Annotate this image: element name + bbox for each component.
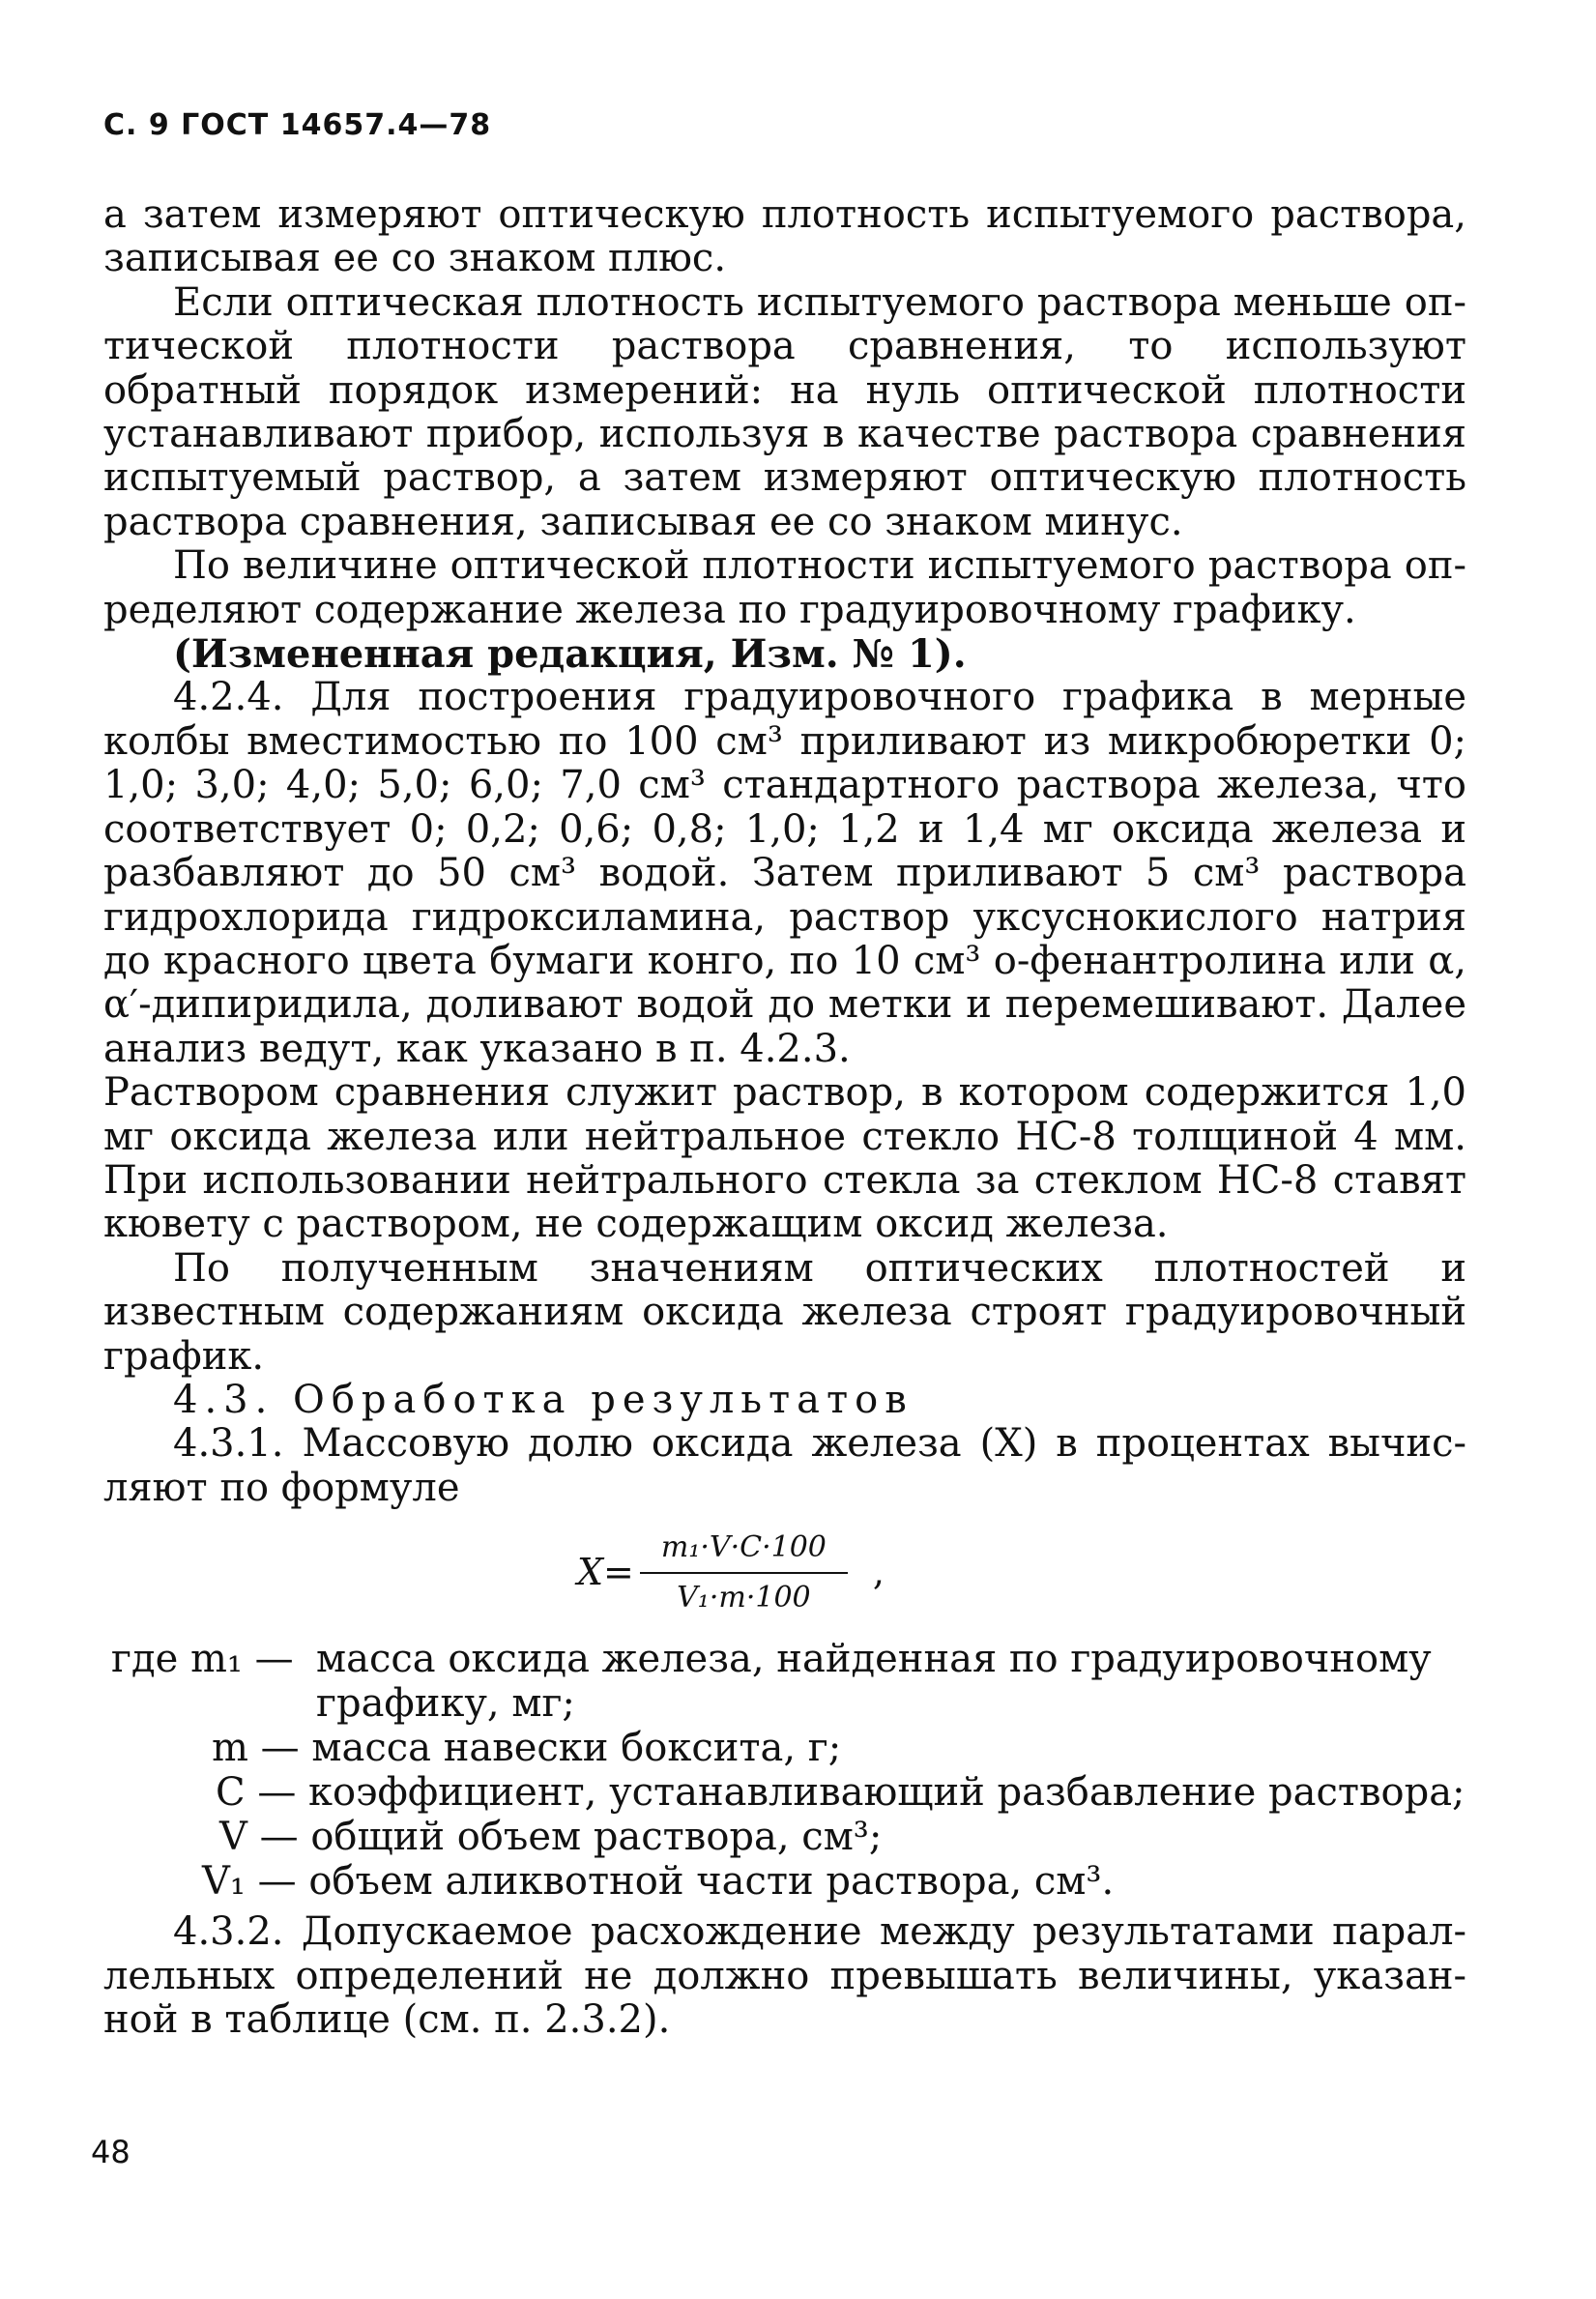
paragraph: Если оптическая плотность испытуемого раствора меньше оптической плотности раствора сравнения, то используют обратный порядок измерений: на нуль оптической плотности устанавливают прибор, используя в качестве раствора сравнения испытуемый раствор, а затем измеряют оптическую плотность раствора сравнения, записывая ее со знаком минус. — [103, 279, 1466, 544]
legend-v: V — общий объем раствора, см³; — [219, 1815, 883, 1860]
page-number: 48 — [91, 2134, 131, 2170]
formula-lhs: X= — [577, 1550, 634, 1593]
formula-legend — [103, 1638, 1466, 1961]
formula-fraction — [640, 1526, 848, 1619]
paragraph: Раствором сравнения служит раствор, в котором содержится 1,0 мг оксида железа или нейтральное стекло НС-8 толщиной 4 мм. При использовании нейтрального стекла за стеклом НС-8 ставят кювету с раствором, не содержащим оксид железа. — [103, 1070, 1466, 1247]
legend-m1: масса оксида железа, найденная по градуировочному — [316, 1637, 1432, 1682]
amendment-note: (Измененная редакция, Изм. № 1). — [173, 631, 967, 678]
legend-v1: V₁ — объем аликвотной части раствора, см³. — [202, 1859, 1115, 1905]
formula-numerator: m₁·V·C·100 — [640, 1526, 848, 1573]
formula-comma: , — [872, 1550, 885, 1593]
page-header: С. 9 ГОСТ 14657.4—78 — [103, 108, 492, 142]
paragraph: По полученным значениям оптических плотностей и известным содержаниям оксида железа строят градуировочный график. — [103, 1245, 1466, 1379]
legend-m1-continued: графику, мг; — [316, 1681, 575, 1727]
paragraph: 4.3.2. Допускаемое расхождение между результатами параллельных определений не должно превышать величины, указанной в таблице (см. п. 2.3.2). — [103, 1909, 1466, 2042]
formula — [577, 1526, 885, 1619]
document-body — [103, 193, 1466, 2042]
formula-block — [103, 1510, 1466, 1638]
paragraph: 4.3.1. Массовую долю оксида железа (X) в процентах вычисляют по формуле — [103, 1421, 1466, 1510]
section-title: 4.3. Обработка результатов — [173, 1377, 914, 1422]
legend-intro: где m₁ — — [111, 1637, 294, 1682]
formula-denominator: V₁·m·100 — [677, 1580, 811, 1615]
legend-m: m — масса навески боксита, г; — [212, 1726, 842, 1771]
paragraph: По величине оптической плотности испытуемого раствора определяют содержание железа по градуировочному графику. — [103, 543, 1466, 632]
paragraph: а затем измеряют оптическую плотность испытуемого раствора, записывая ее со знаком плюс. — [103, 192, 1466, 281]
legend-c: C — коэффициент, устанавливающий разбавление раствора; — [216, 1770, 1465, 1816]
paragraph: 4.2.4. Для построения градуировочного графика в мерные колбы вместимостью по 100 см³ приливают из микробюретки 0; 1,0; 3,0; 4,0; 5,0; 6,0; 7,0 см³ стандартного раствора железа, что соответствует 0; 0,2; 0,6; 0,8; 1,0; 1,2 и 1,4 мг оксида железа и разбавляют до 50 см³ водой. Затем приливают 5 см³ раствора гидрохлорида гидроксиламина, раствор уксуснокислого натрия до красного цвета бумаги конго, по 10 см³ о-фенантролина или α, α′-дипиридила, доливают водой до метки и перемешивают. Далее анализ ведут, как указано в п. 4.2.3. — [103, 675, 1466, 1071]
